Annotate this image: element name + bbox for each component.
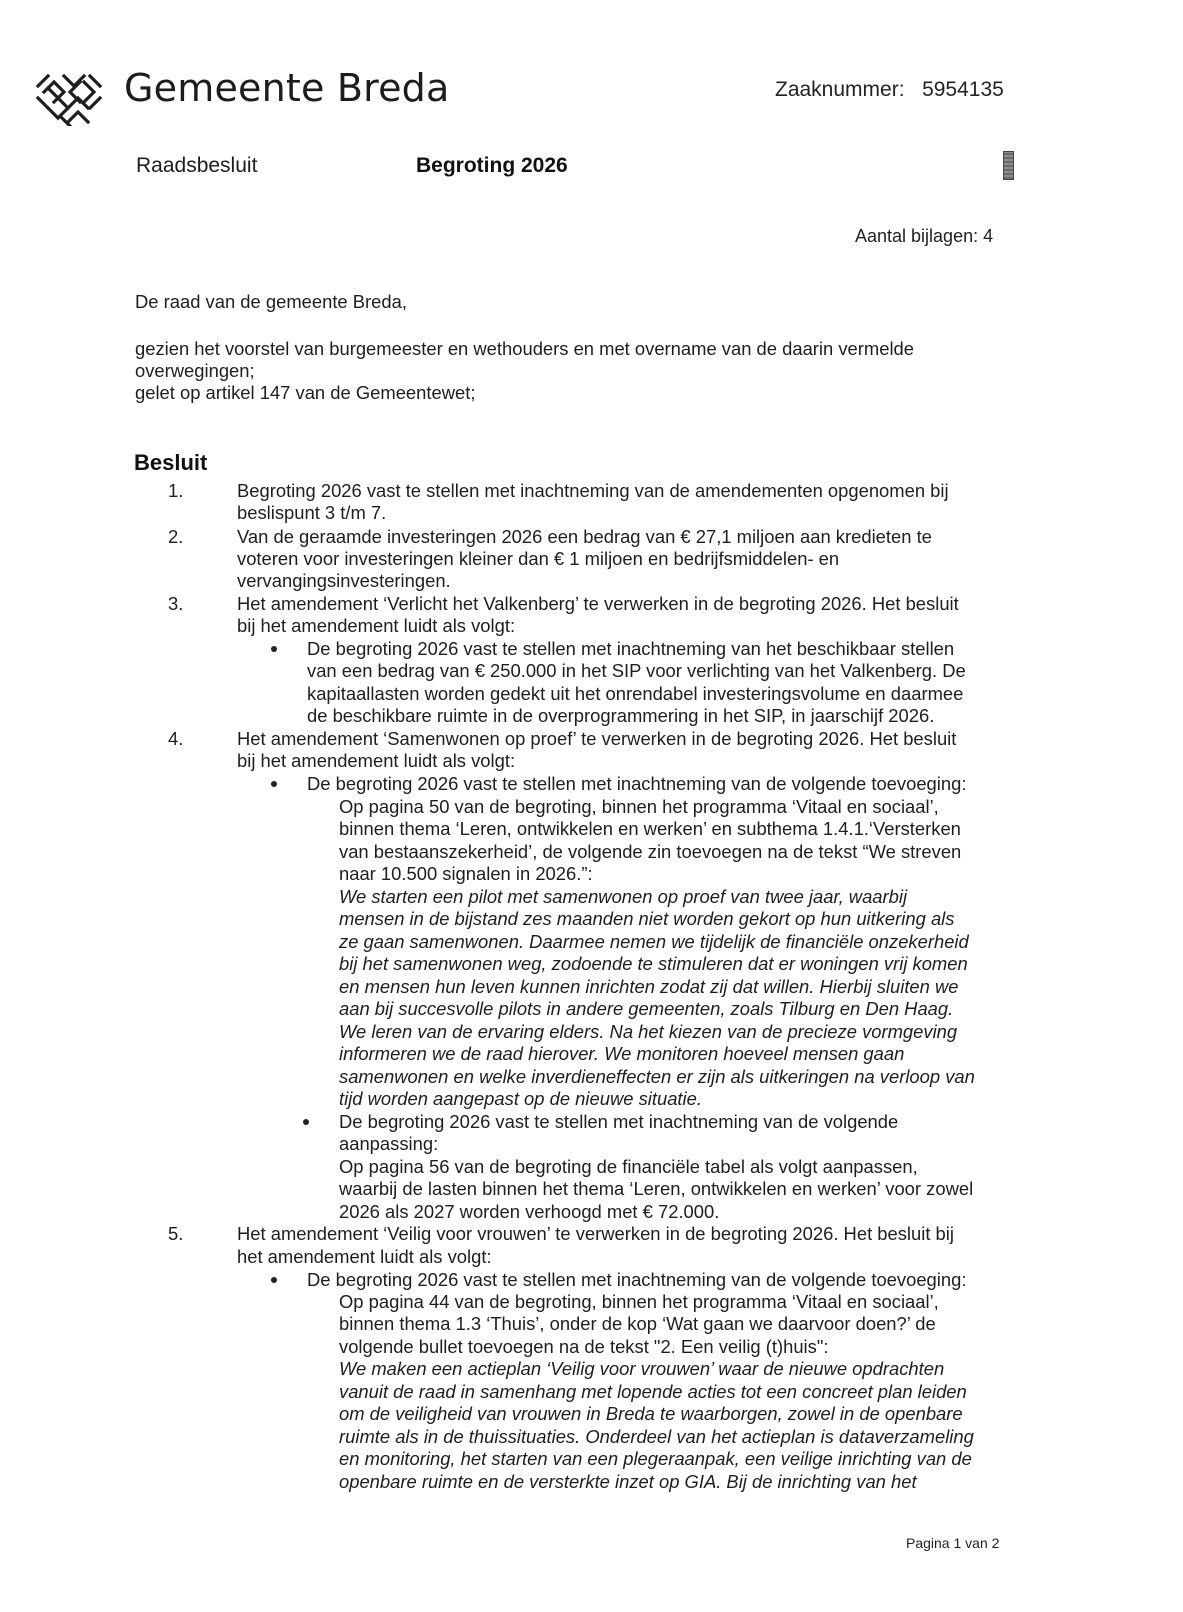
bullet-sub-line: binnen thema 1.3 ‘Thuis’, onder de kop ‘Wat gaan we daarvoor doen?’ de: [339, 1313, 936, 1334]
amendment-text-line: om de veiligheid van vrouwen in Breda te waarborgen, zowel in de openbare: [339, 1403, 963, 1424]
case-number-value: 5954135: [922, 78, 1004, 101]
amendment-text-line: tijd worden aangepast op de nieuwe situatie.: [339, 1088, 702, 1109]
document-type: Raadsbesluit: [136, 154, 258, 177]
gemeente-breda-crest-icon: [34, 72, 104, 126]
amendment-text-line: en monitoring, het starten van een plegeraanpak, een veilige inrichting van de: [339, 1448, 972, 1469]
amendment-text-line: We maken een actieplan ‘Veilig voor vrouwen’ waar de nieuwe opdrachten: [339, 1358, 945, 1379]
bullet-sub-line: naar 10.500 signalen in 2026.”:: [339, 863, 593, 884]
item-line: Begroting 2026 vast te stellen met inachtneming van de amendementen opgenomen bij: [237, 480, 949, 501]
bullet-icon: [303, 1119, 309, 1125]
item-line: voteren voor investeringen kleiner dan € 1 miljoen en bedrijfsmiddelen- en: [237, 548, 840, 569]
bullet-line: de beschikbare ruimte in de overprogrammering in het SIP, in jaarschijf 2026.: [307, 705, 935, 726]
amendment-text-line: vanuit de raad in samenhang met lopende acties tot een concreet plan leiden: [339, 1381, 967, 1402]
page-number: Pagina 1 van 2: [906, 1535, 1000, 1551]
amendment-text-line: bij het samenwonen weg, zodoende te stimuleren dat er woningen vrij komen: [339, 953, 968, 974]
case-number-label: Zaaknummer:: [775, 78, 905, 101]
bullet-sub-line: volgende bullet toevoegen na de tekst "2. Een veilig (t)huis":: [339, 1336, 829, 1357]
attachments-label: Aantal bijlagen:: [855, 226, 979, 246]
bullet-line: van een bedrag van € 250.000 in het SIP voor verlichting van het Valkenberg. De: [307, 660, 966, 681]
attachments-value: 4: [983, 226, 994, 246]
case-number: [775, 78, 1004, 102]
item-number: 3.: [168, 593, 184, 614]
item-number: 4.: [168, 728, 184, 749]
scan-marker: [1003, 151, 1014, 180]
bullet-sub-line: Op pagina 50 van de begroting, binnen het programma ‘Vitaal en sociaal’,: [339, 796, 939, 817]
bullet-icon: [271, 646, 277, 652]
bullet-icon: [271, 781, 277, 787]
amendment-text-line: ze gaan samenwonen. Daarmee nemen we tijdelijk de financiële onzekerheid: [339, 931, 969, 952]
item-line: Het amendement ‘Verlicht het Valkenberg’ te verwerken in de begroting 2026. Het besluit: [237, 593, 959, 614]
bullet-line: waarbij de lasten binnen het thema ‘Leren, ontwikkelen en werken’ voor zowel: [339, 1178, 974, 1199]
amendment-text-line: aan bij succesvolle pilots in andere gemeenten, zoals Tilburg en Den Haag.: [339, 998, 954, 1019]
amendment-text-line: mensen in de bijstand zes maanden niet worden gekort op hun uitkering als: [339, 908, 955, 929]
bullet-icon: [271, 1277, 277, 1283]
bullet-line: Op pagina 56 van de begroting de financiële tabel als volgt aanpassen,: [339, 1156, 918, 1177]
attachments-count: [855, 226, 993, 247]
item-line: Het amendement ‘Veilig voor vrouwen’ te verwerken in de begroting 2026. Het besluit bij: [237, 1223, 954, 1244]
amendment-text-line: ruimte als in de thuissituaties. Onderdeel van het actieplan is dataverzameling: [339, 1426, 974, 1447]
preamble-line: gezien het voorstel van burgemeester en wethouders en met overname van de daarin vermelde: [135, 338, 914, 359]
amendment-text-line: en mensen hun leven kunnen inrichten zodat zij dat willen. Hierbij sluiten we: [339, 976, 959, 997]
item-line: bij het amendement luidt als volgt:: [237, 750, 516, 771]
amendment-text-line: informeren we de raad hierover. We monitoren hoeveel mensen gaan: [339, 1043, 905, 1064]
item-line: beslispunt 3 t/m 7.: [237, 502, 387, 523]
item-line: Het amendement ‘Samenwonen op proef’ te verwerken in de begroting 2026. Het besluit: [237, 728, 957, 749]
amendment-text-line: We leren van de ervaring elders. Na het kiezen van de precieze vormgeving: [339, 1021, 958, 1042]
bullet-line: aanpassing:: [339, 1133, 439, 1154]
organization-name: Gemeente Breda: [124, 66, 450, 110]
item-number: 5.: [168, 1223, 184, 1244]
amendment-text-line: We starten een pilot met samenwonen op proef van twee jaar, waarbij: [339, 886, 908, 907]
bullet-sub-line: Op pagina 44 van de begroting, binnen het programma ‘Vitaal en sociaal’,: [339, 1291, 939, 1312]
amendment-text-line: openbare ruimte en de versterkte inzet op GIA. Bij de inrichting van het: [339, 1471, 917, 1492]
bullet-line: De begroting 2026 vast te stellen met inachtneming van het beschikbaar stellen: [307, 638, 955, 659]
bullet-line: De begroting 2026 vast te stellen met inachtneming van de volgende toevoeging:: [307, 773, 967, 794]
decision-heading: Besluit: [134, 450, 208, 475]
salutation: De raad van de gemeente Breda,: [135, 291, 407, 312]
bullet-sub-line: binnen thema ‘Leren, ontwikkelen en werken’ en subthema 1.4.1.‘Versterken: [339, 818, 961, 839]
bullet-line: De begroting 2026 vast te stellen met inachtneming van de volgende toevoeging:: [307, 1269, 967, 1290]
item-line: vervangingsinvesteringen.: [237, 570, 451, 591]
preamble-line: overwegingen;: [135, 360, 255, 381]
item-line: het amendement luidt als volgt:: [237, 1246, 492, 1267]
item-number: 2.: [168, 526, 184, 547]
item-number: 1.: [168, 480, 184, 501]
bullet-sub-line: van bestaanszekerheid’, de volgende zin toevoegen na de tekst “We streven: [339, 841, 962, 862]
bullet-line: 2026 als 2027 worden verhoogd met € 72.000.: [339, 1201, 720, 1222]
item-line: Van de geraamde investeringen 2026 een bedrag van € 27,1 miljoen aan kredieten te: [237, 526, 932, 547]
item-line: bij het amendement luidt als volgt:: [237, 615, 516, 636]
amendment-text-line: samenwonen en welke inverdieneffecten er zijn als uitkeringen na verloop van: [339, 1066, 975, 1087]
bullet-line: kapitaallasten worden gedekt uit het onrendabel investeringsvolume en daarmee: [307, 683, 964, 704]
preamble-line: gelet op artikel 147 van de Gemeentewet;: [135, 382, 476, 403]
bullet-line: De begroting 2026 vast te stellen met inachtneming van de volgende: [339, 1111, 899, 1132]
document-title: Begroting 2026: [416, 154, 568, 177]
